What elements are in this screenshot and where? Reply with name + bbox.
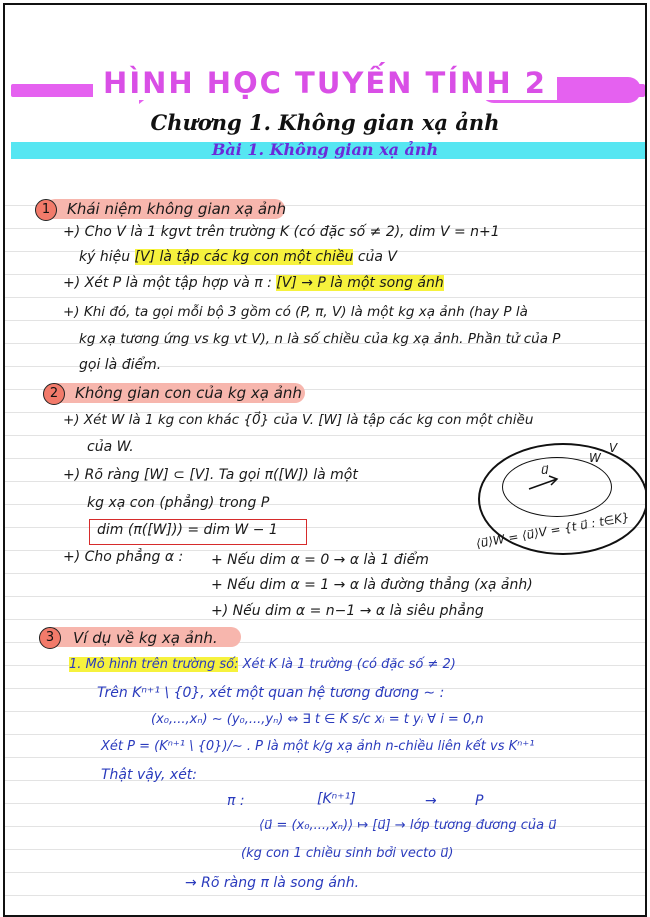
lesson-title: Bài 1. Không gian xạ ảnh [211,140,439,159]
s1-line-2: ký hiệu [V] là tập các kg con một chiều của V [79,249,398,265]
s2-line-3: +) Rõ ràng [W] ⊂ [V]. Ta gọi π([W]) là một [63,467,358,483]
section-2-title: Không gian con của kg xạ ảnh [75,384,302,402]
s3-line-8: (kg con 1 chiều sinh bởi vecto u⃗) [241,846,454,861]
s2-line-2: của W. [87,439,134,455]
s3-line-5: Thật vậy, xét: [101,767,198,783]
s3-line-1: 1. Mô hình trên trường số: Xét K là 1 trường (có đặc số ≠ 2) [69,657,456,672]
w-label: W [589,451,601,465]
s3-line-3: (x₀,...,xₙ) ∼ (y₀,...,yₙ) ⇔ ∃ t ∈ K s/c xᵢ = t yᵢ ∀ i = 0,n [151,712,484,727]
s1-line-3: +) Xét P là một tập hợp và π : [V] → P là một song ánh [63,275,444,291]
s2-case-2: + Nếu dim α = 1 → α là đường thẳng (xạ ảnh) [211,577,533,593]
s3-codomain: P [475,793,484,809]
s3-map-arrow: → [425,793,437,809]
span-equation: ⟨u⃗⟩W = ⟨u⃗⟩V = {t u⃗ : t∈K} [475,510,631,551]
section-2-number: 2 [43,383,65,405]
section-1-number: 1 [35,199,57,221]
s1-line-4: +) Khi đó, ta gọi mỗi bộ 3 gồm có (P, π, V) là một kg xạ ảnh (hay P là [63,304,528,320]
vector-u-label: u⃗ [541,463,549,477]
s1-line-5: kg xạ tương ứng vs kg vt V), n là số chiều của kg xạ ảnh. Phần tử của P [79,331,561,347]
v-label: V [609,441,618,455]
s2-case-3: +) Nếu dim α = n−1 → α là siêu phẳng [211,603,484,619]
section-3-title: Ví dụ về kg xạ ảnh. [73,629,218,647]
notebook-page [3,3,647,917]
s1-line-6: gọi là điểm. [79,357,162,373]
s3-line-7: ⟨u⃗ = (x₀,...,xₙ)⟩ ↦ [u⃗] → lớp tương đương của u⃗ [259,818,557,833]
s2-line-1: +) Xét W là 1 kg con khác {0⃗} của V. [W] là tập các kg con một chiều [63,412,534,428]
section-1-title: Khái niệm không gian xạ ảnh [67,200,287,218]
dim-formula: dim (π([W])) = dim W − 1 [97,522,278,538]
s1-line-1: +) Cho V là 1 kgvt trên trường K (có đặc số ≠ 2), dim V = n+1 [63,224,500,240]
chapter-title: Chương 1. Không gian xạ ảnh [150,110,500,135]
s2-case-1: + Nếu dim α = 0 → α là 1 điểm [211,552,429,568]
page-title: HÌNH HỌC TUYẾN TÍNH 2 [5,66,645,100]
s3-line-2: Trên Kⁿ⁺¹ \ {0}, xét một quan hệ tương đương ∼ : [97,685,445,701]
s3-line-9: → Rõ ràng π là song ánh. [185,875,360,891]
s2-line-6: +) Cho phẳng α : [63,549,184,565]
s3-pi-label: π : [227,793,245,809]
section-3-number: 3 [39,627,61,649]
s2-line-4: kg xạ con (phẳng) trong P [87,495,270,511]
s3-line-4: Xét P = (Kⁿ⁺¹ \ {0})/∼ . P là một k/g xạ ảnh n-chiều liên kết vs Kⁿ⁺¹ [101,739,535,754]
s3-domain: [Kⁿ⁺¹] [317,791,356,807]
